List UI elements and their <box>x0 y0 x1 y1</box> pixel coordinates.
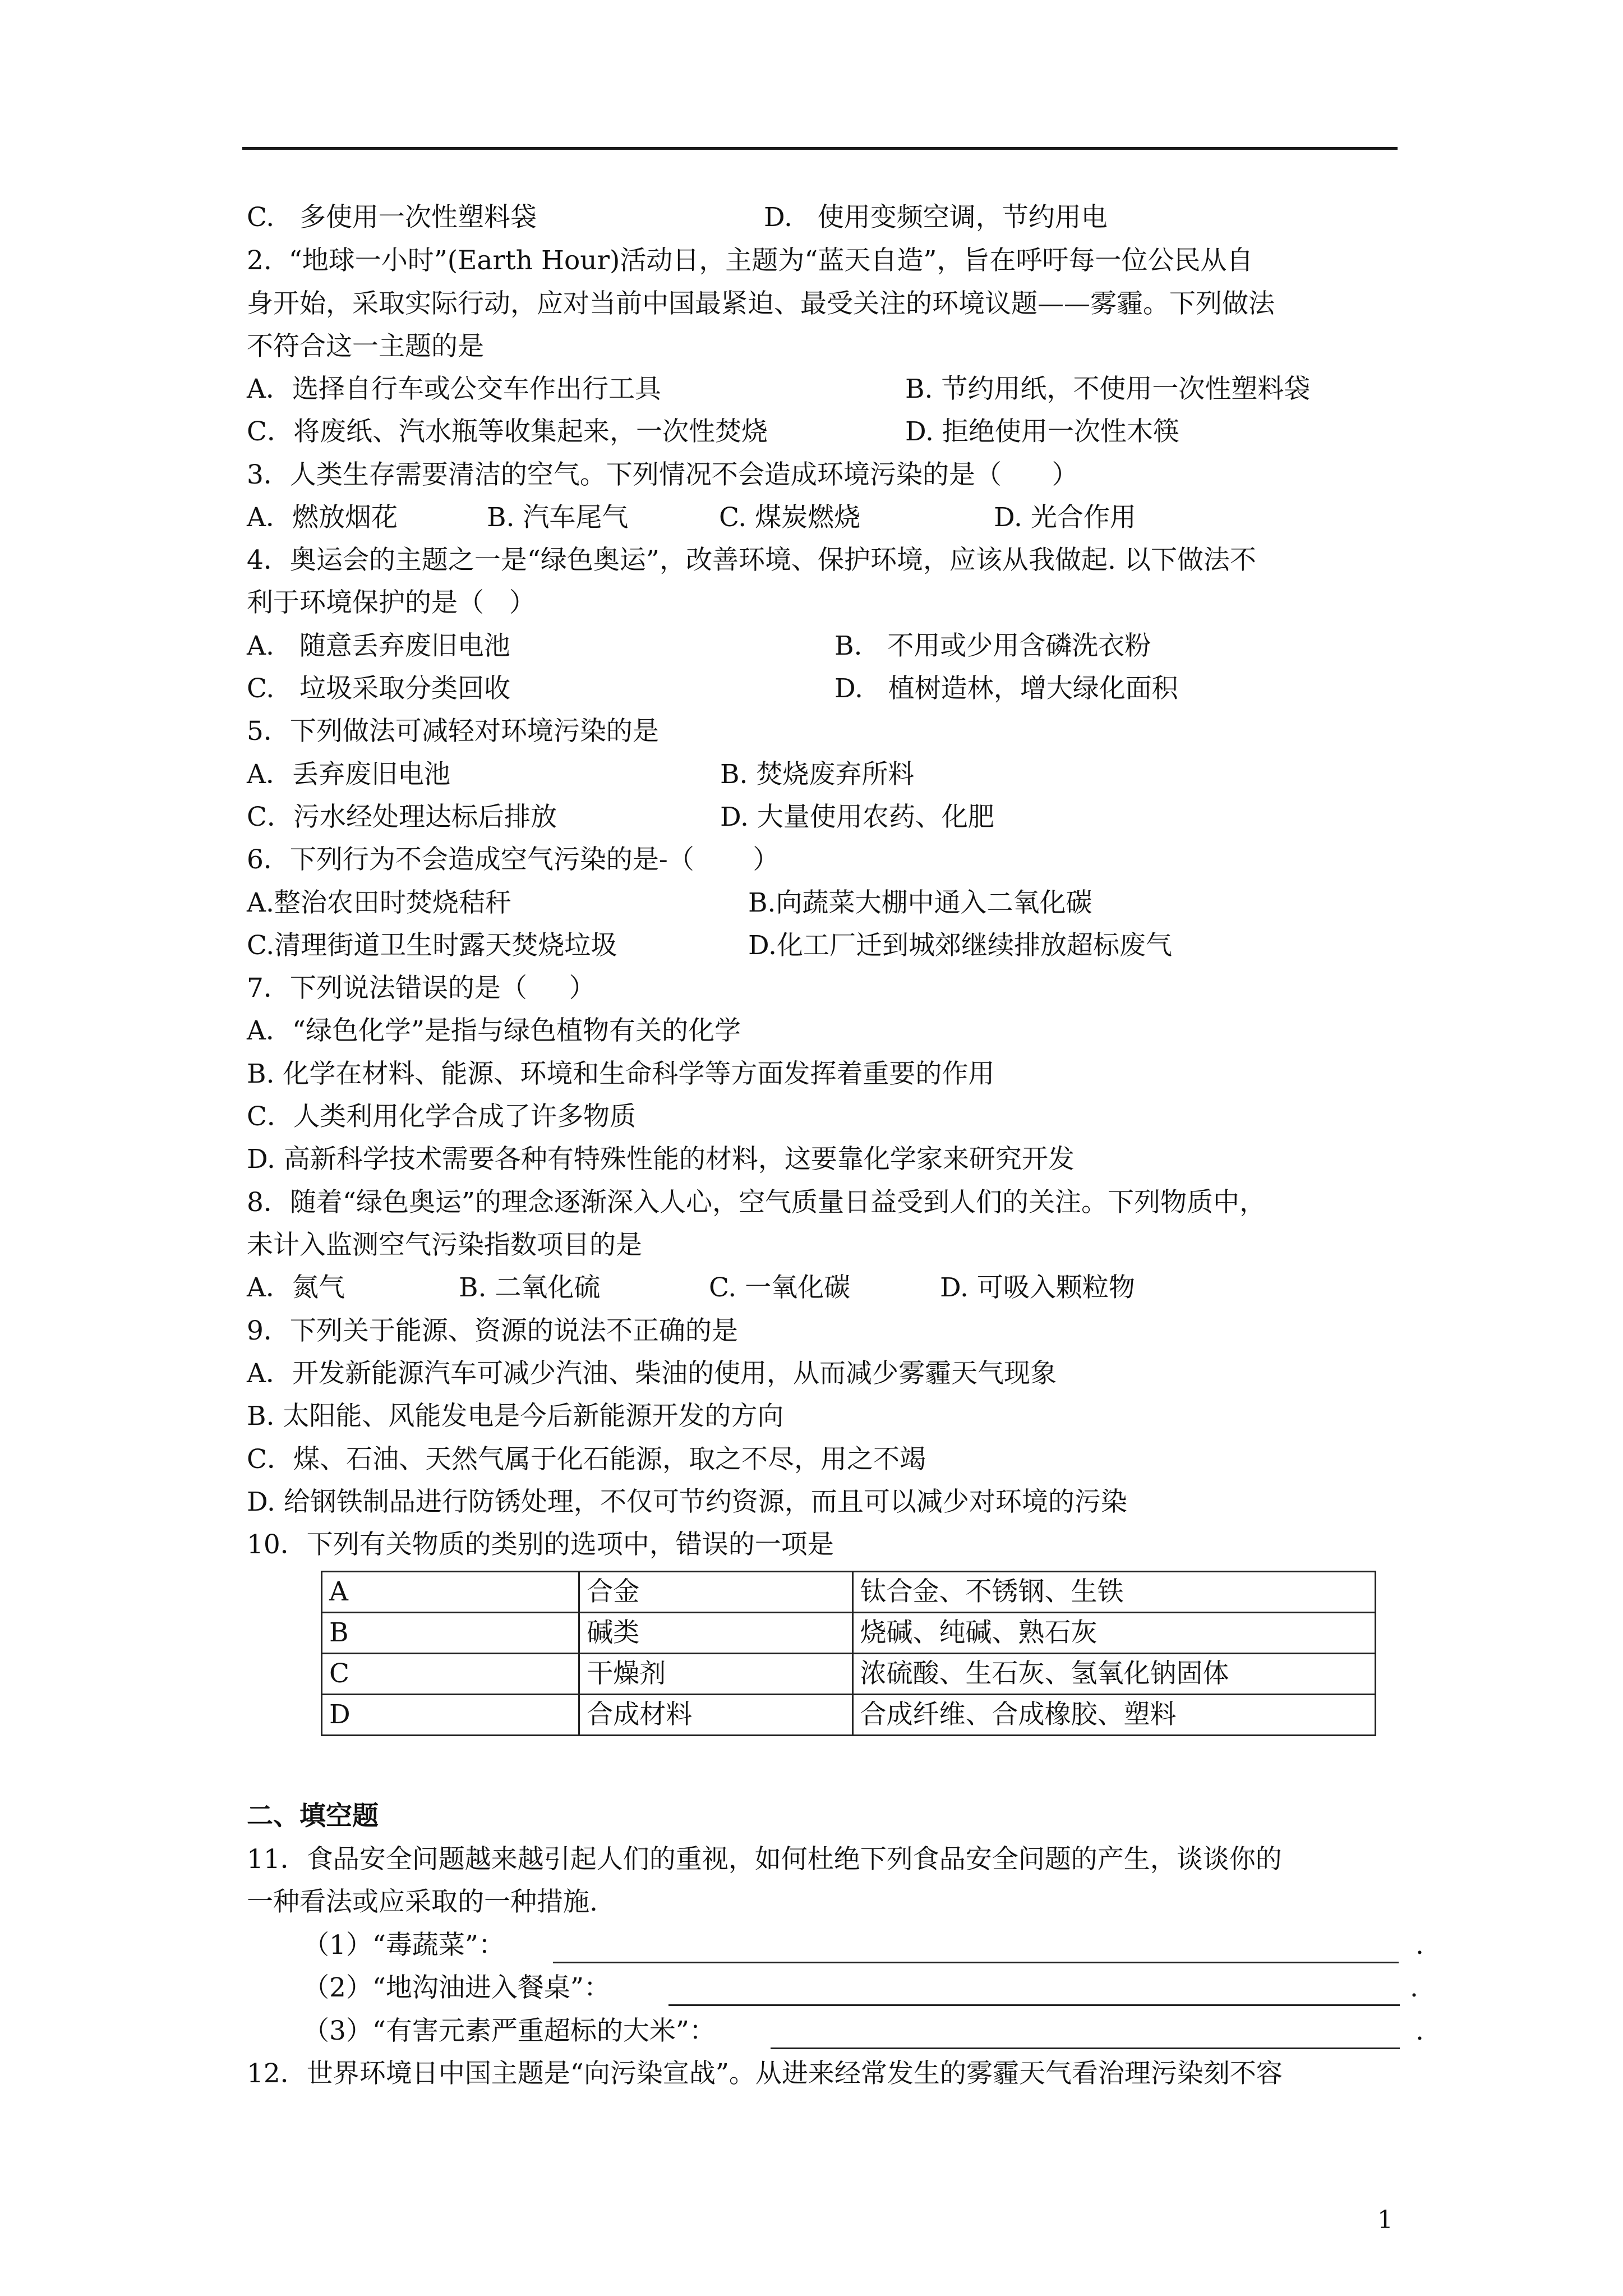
q11-item-1-answer-blank[interactable] <box>553 1962 1399 1963</box>
q11-item-2-period: . <box>1410 1972 1418 2003</box>
q6-option-b: B.向蔬菜大棚中通入二氧化碳 <box>748 887 1092 918</box>
q11-item-2-answer-blank[interactable] <box>668 2004 1400 2006</box>
q2-option-b: B. 节约用纸，不使用一次性塑料袋 <box>905 374 1311 404</box>
table-cell-category: 合成材料 <box>579 1695 852 1736</box>
q11-item-1-label: （1）“毒蔬菜”： <box>303 1930 505 1961</box>
q4-option-d: D. 植树造林，增大绿化面积 <box>834 673 1178 704</box>
q11-item-3-answer-blank[interactable] <box>771 2047 1400 2049</box>
q8-option-d: D. 可吸入颗粒物 <box>940 1272 1135 1303</box>
table-cell-examples: 浓硫酸、生石灰、氢氧化钠固体 <box>852 1654 1376 1695</box>
table-cell-examples: 烧碱、纯碱、熟石灰 <box>852 1613 1376 1654</box>
q6-stem: 6．下列行为不会造成空气污染的是-（ ） <box>247 844 780 875</box>
q3-option-a: A．燃放烟花 <box>247 502 398 533</box>
q11-item-3-label: （3）“有害元素严重超标的大米”： <box>303 2016 716 2046</box>
q1-option-c: C. 多使用一次性塑料袋 <box>247 202 537 233</box>
q4-option-b: B. 不用或少用含磷洗衣粉 <box>834 631 1151 661</box>
q2-option-a: A．选择自行车或公交车作出行工具 <box>247 374 661 404</box>
q1-option-d: D. 使用变频空调，节约用电 <box>764 202 1108 233</box>
q10-stem: 10．下列有关物质的类别的选项中，错误的一项是 <box>247 1529 834 1560</box>
table-cell-option: D <box>322 1695 579 1736</box>
table-row <box>322 1572 1376 1613</box>
header-rule <box>242 147 1398 150</box>
q5-stem: 5．下列做法可减轻对环境污染的是 <box>247 716 659 747</box>
q7-option-b: B. 化学在材料、能源、环境和生命科学等方面发挥着重要的作用 <box>247 1059 995 1089</box>
q9-stem: 9．下列关于能源、资源的说法不正确的是 <box>247 1315 738 1346</box>
q3-option-c: C. 煤炭燃烧 <box>719 502 861 533</box>
q8-option-c: C. 一氧化碳 <box>709 1272 851 1303</box>
q8-stem-line1: 8．随着“绿色奥运”的理念逐渐深入人心，空气质量日益受到人们的关注。下列物质中， <box>247 1187 1266 1218</box>
q7-option-a: A．“绿色化学”是指与绿色植物有关的化学 <box>247 1015 741 1046</box>
table-cell-category: 干燥剂 <box>579 1654 852 1695</box>
section-heading-fill-in: 二、填空题 <box>247 1801 379 1832</box>
table-cell-category: 碱类 <box>579 1613 852 1654</box>
table-cell-option: B <box>322 1613 579 1654</box>
q2-stem-line1: 2. “地球一小时”(Earth Hour)活动日，主题为“蓝天自造”，旨在呼吁每一位公民从自 <box>247 245 1253 276</box>
table-cell-examples: 合成纤维、合成橡胶、塑料 <box>852 1695 1376 1736</box>
q2-option-c: C．将废纸、汽水瓶等收集起来，一次性焚烧 <box>247 416 768 447</box>
q5-option-d: D. 大量使用农药、化肥 <box>720 802 994 832</box>
table-cell-examples: 钛合金、不锈钢、生铁 <box>852 1572 1376 1613</box>
q2-stem-line2: 身开始，采取实际行动，应对当前中国最紧迫、最受关注的环境议题——雾霾。下列做法 <box>247 288 1275 319</box>
q5-option-c: C．污水经处理达标后排放 <box>247 802 557 832</box>
table-cell-option: A <box>322 1572 579 1613</box>
q4-option-a: A. 随意丢弃废旧电池 <box>247 631 510 661</box>
q12-stem-line1: 12．世界环境日中国主题是“向污染宣战”。从进来经常发生的雾霾天气看治理污染刻不容 <box>247 2058 1283 2089</box>
classification-table <box>321 1571 1376 1736</box>
q9-option-d: D. 给钢铁制品进行防锈处理，不仅可节约资源，而且可以减少对环境的污染 <box>247 1487 1127 1517</box>
q6-option-c: C.清理街道卫生时露天焚烧垃圾 <box>247 930 617 961</box>
table-cell-option: C <box>322 1654 579 1695</box>
q8-stem-line2: 未计入监测空气污染指数项目的是 <box>247 1230 642 1260</box>
q6-option-d: D.化工厂迁到城郊继续排放超标废气 <box>748 930 1172 961</box>
q9-option-b: B. 太阳能、风能发电是今后新能源开发的方向 <box>247 1401 784 1432</box>
table-row <box>322 1654 1376 1695</box>
q4-option-c: C. 垃圾采取分类回收 <box>247 673 511 704</box>
table-cell-category: 合金 <box>579 1572 852 1613</box>
table-row <box>322 1613 1376 1654</box>
q9-option-c: C．煤、石油、天然气属于化石能源，取之不尽，用之不竭 <box>247 1444 926 1475</box>
q4-stem-line2: 利于环境保护的是（ ） <box>247 587 536 618</box>
q7-option-d: D. 高新科学技术需要各种有特殊性能的材料，这要靠化学家来研究开发 <box>247 1144 1075 1175</box>
q4-stem-line1: 4．奥运会的主题之一是“绿色奥运”，改善环境、保护环境，应该从我做起. 以下做法不 <box>247 545 1256 576</box>
q7-option-c: C．人类利用化学合成了许多物质 <box>247 1101 636 1132</box>
q3-option-d: D. 光合作用 <box>994 502 1136 533</box>
page-number: 1 <box>1377 2206 1393 2234</box>
q2-option-d: D. 拒绝使用一次性木筷 <box>905 416 1179 447</box>
q5-option-a: A．丢弃废旧电池 <box>247 759 450 790</box>
q11-stem-line2: 一种看法或应采取的一种措施. <box>247 1887 598 1917</box>
q2-stem-line3: 不符合这一主题的是 <box>247 331 484 362</box>
q8-option-a: A．氮气 <box>247 1272 345 1303</box>
q11-item-2-label: （2）“地沟油进入餐桌”： <box>303 1972 610 2003</box>
q5-option-b: B. 焚烧废弃所料 <box>720 759 915 790</box>
q3-stem: 3．人类生存需要清洁的空气。下列情况不会造成环境污染的是（ ） <box>247 459 1078 490</box>
q8-option-b: B. 二氧化硫 <box>459 1272 601 1303</box>
q11-item-3-period: . <box>1415 2016 1424 2046</box>
q9-option-a: A．开发新能源汽车可减少汽油、柴油的使用，从而减少雾霾天气现象 <box>247 1358 1057 1389</box>
table-row <box>322 1695 1376 1736</box>
q3-option-b: B. 汽车尾气 <box>487 502 629 533</box>
q7-stem: 7．下列说法错误的是（ ） <box>247 973 596 1004</box>
q11-item-1-period: . <box>1415 1930 1424 1961</box>
q11-stem-line1: 11．食品安全问题越来越引起人们的重视，如何杜绝下列食品安全问题的产生，谈谈你的 <box>247 1844 1282 1875</box>
q6-option-a: A.整治农田时焚烧秸秆 <box>247 887 511 918</box>
